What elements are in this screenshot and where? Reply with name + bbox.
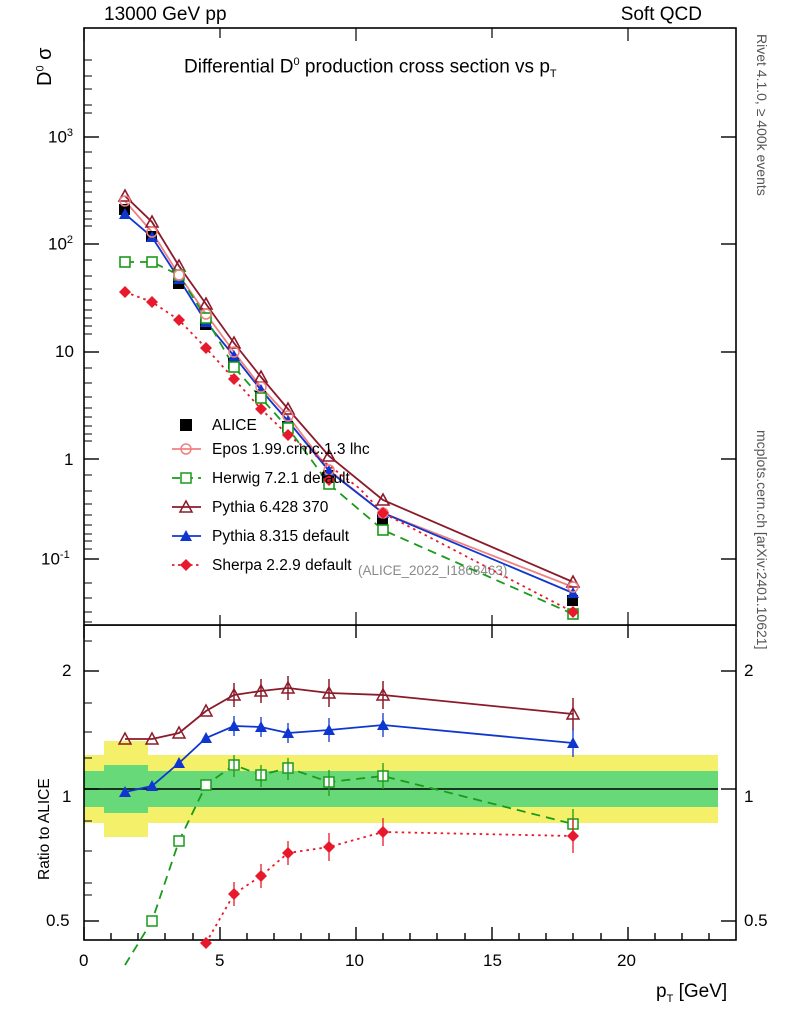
ytick-exp: 3 — [66, 127, 74, 139]
series-line-pythia6 — [125, 196, 573, 582]
y-label-part2: σ — [34, 47, 56, 66]
legend-item-pythia6[interactable]: Pythia 6.428 370 — [212, 499, 329, 516]
ratio-ytick-2-right: 2 — [744, 661, 754, 680]
ratio-ytick-05-left: 0.5 — [46, 911, 70, 930]
ratio-ytick-05-right: 0.5 — [744, 911, 768, 930]
ratio-errorbars-sherpa — [234, 818, 573, 906]
title-sup: 0 — [293, 56, 300, 68]
title-part1: Differential D — [184, 56, 294, 78]
header-left: 13000 GeV pp — [104, 4, 227, 25]
ratio-xtick-10: 10 — [345, 951, 364, 970]
ratio-markers-pythia6 — [119, 676, 579, 744]
ratio-xtick-0: 0 — [79, 951, 89, 970]
ytick-exp: 2 — [66, 234, 74, 246]
ratio-xtick-20: 20 — [617, 951, 636, 970]
ratio-ytick-1-left: 1 — [62, 787, 72, 806]
main-y-ticks — [84, 137, 736, 559]
legend-markers — [172, 419, 201, 571]
ytick-exp: -1 — [59, 549, 70, 561]
ytick-base: 10 — [41, 549, 60, 569]
xlabel-part2: [GeV] — [673, 981, 728, 1002]
ratio-line-pythia6 — [125, 688, 573, 739]
ytick-base: 10 — [48, 127, 67, 147]
ratio-markers-sherpa — [200, 826, 579, 949]
header-right: Soft QCD — [620, 4, 702, 25]
ratio-xtick-15: 15 — [483, 951, 502, 970]
legend-item-pythia8[interactable]: Pythia 8.315 default — [212, 528, 350, 545]
ratio-plot-svg — [0, 625, 786, 1024]
legend-item-epos[interactable]: Epos 1.99.crmc.1.3 lhc — [212, 441, 370, 458]
ytick-base: 10 — [48, 234, 67, 254]
main-y-minor-ticks — [84, 60, 92, 622]
ratio-ytick-2-left: 2 — [62, 661, 72, 680]
title-part2: production cross section vs p — [299, 56, 550, 78]
ratio-xtick-5: 5 — [215, 951, 225, 970]
ratio-ytick-1-right: 1 — [744, 787, 754, 806]
ratio-plot-panel — [0, 625, 786, 1024]
main-x-ticks — [84, 28, 628, 625]
xlabel-part1: p — [656, 981, 667, 1002]
analysis-id-watermark: (ALICE_2022_I1868463) — [358, 563, 508, 578]
xlabel-sub: T — [666, 992, 674, 1005]
mcplots-reference-label: mcplots.cern.ch [arXiv:2401.10621] — [754, 430, 770, 650]
ytick-base: 1 — [64, 450, 74, 469]
rivet-version-label: Rivet 4.1.0, ≥ 400k events — [754, 34, 770, 196]
y-label-part1: D — [34, 71, 56, 86]
ytick-base: 10 — [55, 342, 74, 361]
title-sub: T — [549, 68, 557, 81]
legend-item-sherpa[interactable]: Sherpa 2.2.9 default — [212, 557, 352, 574]
y-label-sup: 0 — [34, 65, 47, 72]
ratio-y-axis-label: Ratio to ALICE — [36, 778, 53, 880]
legend-item-alice[interactable]: ALICE — [212, 417, 257, 434]
legend-item-herwig[interactable]: Herwig 7.2.1 default — [212, 470, 350, 487]
